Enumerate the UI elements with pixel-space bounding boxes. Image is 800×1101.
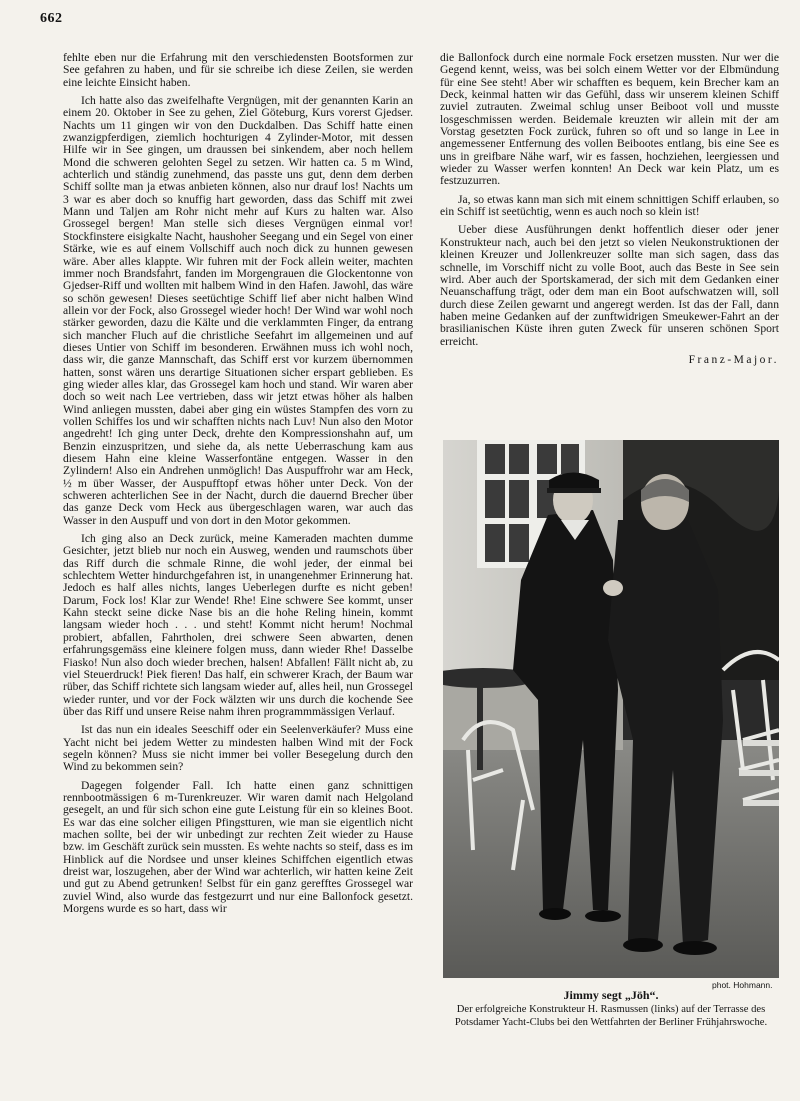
photograph (443, 440, 779, 978)
article-left-column (63, 52, 413, 921)
photo-caption: Der erfolgreiche Konstrukteur H. Rasmussen (links) auf der Terrasse des Potsdamer Yacht-Clubs bei den Wettfahrten der Berliner Frühjahrswoche. (454, 1004, 768, 1028)
paragraph: die Ballonfock durch eine normale Fock ersetzen mussten. Nur wer die Gegend kennt, weiss, was bei solch einem Wetter vor der Elbmündung für eine See steht! Aber wir schafften es bequem, kein Brecher kam an Deck, keinmal hatten wir das Gefühl, dass wir unserem kleinen Schiff zuviel zutrauten. Zweimal schlug unser Beiboot voll und musste losgeschmissen werden. Beidemale kreuzten wir allein mit der am Vorstag gesetzten Fock zurück, fuhren so oft und so lange in Lee in angemessener Entfernung des vollen Beibootes entlang, bis eine See es uns in greifbare Nähe warf, wir es fassen, hochziehen, leergiessen und wieder zu Wasser werfen konnten! An Deck war kein Platz, um es festzuzurren. (440, 51, 779, 188)
paragraph: Dagegen folgender Fall. Ich hatte einen ganz schnittigen rennbootmässigen 6 m-Turenkreuzer. Wir waren damit nach Helgoland gesegelt, an und für sich schon eine gute Leistung für ein so kleines Boot. Es war das eine solcher eiligen Pfingstturen, wie man sie eigentlich nicht machen sollte, bei der wir unbedingt zur rechten Zeit wieder zu Hause bzw. im Geschäft zurück sein mussten. Es wehte nachts so steif, dass es im Hinblick auf die Nordsee und unser kleines Schiffchen eigentlich etwas dreist war, loszugehen, aber der Wind war achterlich, wir hatten keine Zeit und gut zu Abend getrunken! Selbst für ein ganz gerefftes Grossegel war zuviel Wind, also wurde das festgezurrt und nur eine Ballonfock gesetzt. Morgens wurde es so hart, dass wir (63, 778, 413, 916)
paragraph: Ist das nun ein ideales Seeschiff oder ein Seelenverkäufer? Muss eine Yacht nicht bei jedem Wetter zu mindesten halben Wind mit der Fock segeln können? Muss sie nicht immer bei voller Besegelung durch den Wind zu bekommen sein? (63, 723, 413, 774)
paragraph: Ich hatte also das zweifelhafte Vergnügen, mit der genannten Karin an einem 20. Oktober in See zu gehen, Ziel Göteburg, Kurs vorerst Gjedser. Nachts um 11 gingen wir von den Duckdalben. Das Schiff hatte einen zwanzigpferdigen, ziemlich hochturigen 4 Zylinder-Motor, mit dessen Hilfe wir in See gingen, um draussen bei sinkendem, aber noch hellem Mond die schweren gelohten Segel zu setzen. Wir hatten ca. 5 m Wind, achterlich und ständig zunehmend, das passte uns gut, denn dem derben Schiff sollte man ja etwas anbieten können, also nur drauf los! Nachts um 3 war es aber doch so knuffig hart geworden, dass das Schiff mit zwei Mann und Taljen am Rohr nicht mehr auf Kurs zu halten war. Also Grossegel bergen! Man stelle sich dieses Vergnügen einmal vor! Stockfinstere eisigkalte Nacht, haushoher Seegang und ein Segel von einer Stärke, wie es auf einem Vollschiff auch noch dick zu hunnen gewesen wäre. Aber alles klappte. Wir fuhren mit der Fock allein weiter, machten immer noch Brandsfahrt, fanden im Morgengrauen die Glockentonne von Gjedser-Riff und wollten mit halbem Wind in den Hafen. Jawohl, das wäre so schön gewesen! Dieses seetüchtige Schiff lief aber nicht halben Wind allein vor der Fock, also Grossegel wieder hoch! Der Wind war wohl noch stärker geworden, dazu die Kälte und die verklammten Finger, da entrang sich mancher Fluch auf die christliche Seefahrt im allgemeinen und auf dieses Untier von Schiff im besonderen. Erwähnen muss ich wohl noch, dass wir, die ganze Mannschaft, das Schiff erst vor kurzem übernommen hatten, sonst wären uns derartige Situationen sicher erspart geblieben. Es ging wieder alles klar, das Grossegel kam hoch und stand. Wir waren aber doch so weit nach Lee vertrieben, dass wir jetzt etwas höher als halben Wind anliegen mussten, dabei aber ging ein wüstes Stampfen des vorn zu vollen Schiffes los und wir schafften nichts nach Luv! Nun also den Motor angedreht! Ich ging unter Deck, drehte den Kompressionshahn auf, um Benzin einzuspritzen, und siehe da, als nette Ueberraschung kam aus diesem Hahn eine kleine Wasserfontäne entgegen. Wasser in den Zylindern! Also ein Andrehen unmöglich! Das Auspuffrohr war am Heck, ½ m über Wasser, der Auspufftopf etwas höher unter Deck. Von der schweren achterlichen See in der Nacht, durch die dauernd Brecher über das ganze Deck vom Heck aus übergeschlagen waren, war auch das Wasser in den Auspuff und von dort in den Motor gekommen. (63, 94, 413, 527)
paragraph: Ja, so etwas kann man sich mit einem schnittigen Schiff erlauben, so ein Schiff ist seetüchtig, wenn es auch noch so klein ist! (440, 192, 779, 219)
article-right-column (440, 52, 779, 366)
paragraph: fehlte eben nur die Erfahrung mit den verschiedensten Bootsformen zur See gefahren zu haben, und für sie schreibe ich diese Zeilen, sie werden eine leichte Einsicht haben. (63, 51, 413, 89)
photo-caption-title: Jimmy segt „Jöh“. (563, 988, 659, 1002)
photo-credit: phot. Hohmann. (712, 980, 773, 990)
page-number: 662 (40, 11, 63, 26)
author-signature: Franz-Major. (688, 353, 779, 366)
paragraph: Ueber diese Ausführungen denkt hoffentlich dieser oder jener Konstrukteur nach, auch bei den jetzt so vielen Neukonstruktionen der kleinen Kreuzer und Jollenkreuzer sollte man sich sagen, dass das schnelle, im Vorschiff nicht zu volle Boot, auch das Beste in See sein wird. Aber auch der Sportskamerad, der sich mit dem Gedanken einer Neuanschaffung trägt, oder dem man ein Boot aufschwatzen will, soll durch diese Zeilen gewarnt und angeregt werden. Ist das der Fall, dann haben meine Gedanken auf der zunftwidrigen Smeukewer-Fahrt an der brasilianischen Küste ihren guten Zweck für unseren schönen Sport erreicht. (440, 223, 779, 348)
paragraph: Ich ging also an Deck zurück, meine Kameraden machten dumme Gesichter, jetzt blieb nur noch ein Ausweg, wenden und raumschots über das Riff durch die schmale Rinne, die wohl jeder, der einmal bei schlechtem Wetter hindurchgefahren ist, in unangenehmer Erinnerung hat. Jedoch es half alles nichts, langes Ueberlegen durfte es nicht geben! Darum, Fock los! Klar zur Wende! Rhe! Eine schwere See kommt, unser Kahn steckt seine dicke Nase bis an die hohe Reling hinein, kommt langsam wieder hoch . . . und steht! Kommt nicht herum! Nochmal probiert, abfallen, Fahrtholen, drei schwere Seen abwarten, denen erfahrungsgemäss eine kleinere folgen muss, dann wieder Rhe! Dasselbe Fiasko! Nun also doch wieder brechen, halsen! Abfallen! Fällt nicht ab, zu viel Steuerdruck! Piek fieren! Das half, ein schwerer Krach, der Baum war rüber, das Schiff richtete sich langsam wieder auf, alles heil, nun Grossegel wieder runter, und vor der Fock wälzten wir uns durch die kochende See über das Riff und unsere Reise nahm ihren programmmässigen Verlauf. (63, 532, 413, 718)
